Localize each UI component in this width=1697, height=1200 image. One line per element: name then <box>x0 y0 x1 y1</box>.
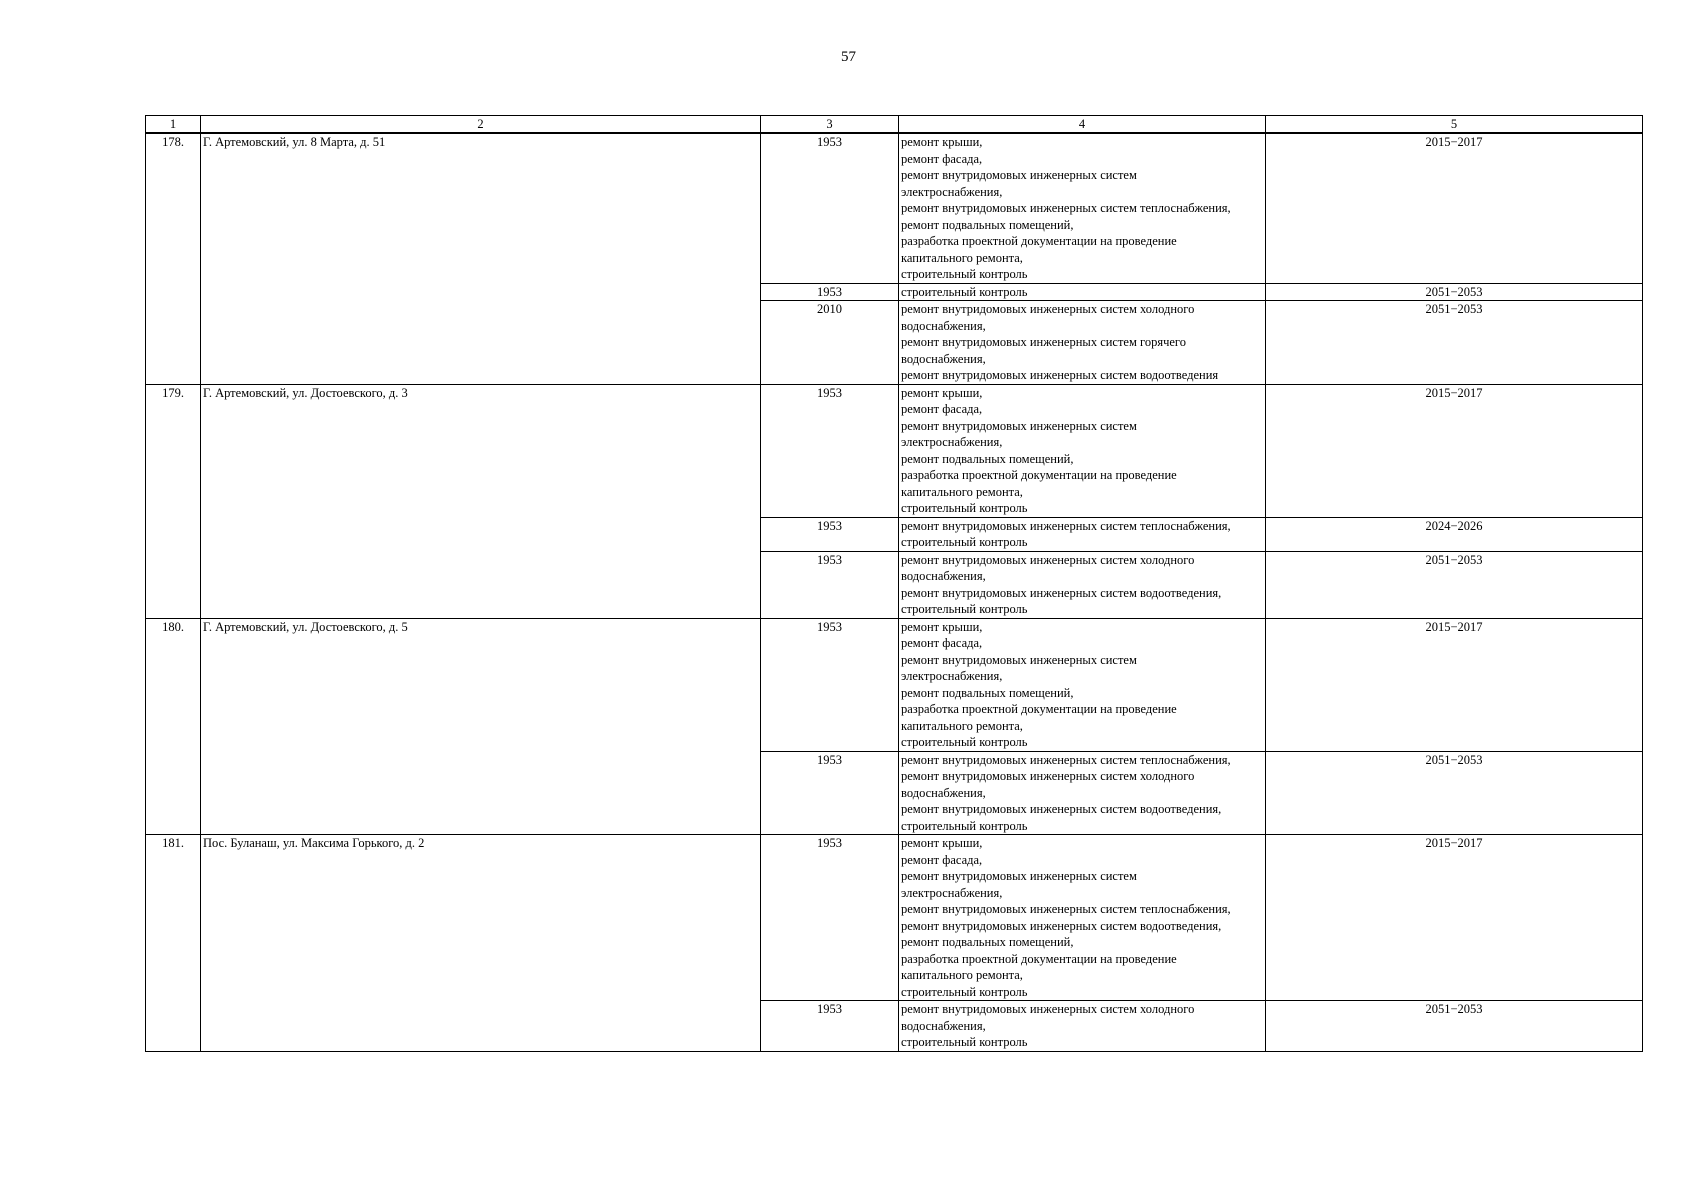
work-item: ремонт крыши, <box>901 135 983 149</box>
works-cell <box>899 751 1266 835</box>
period-cell: 2051−2053 <box>1266 283 1643 301</box>
work-item: ремонт фасада, <box>901 852 983 867</box>
work-item: строительный контроль <box>901 501 1028 515</box>
column-header-2: 2 <box>201 116 761 134</box>
work-item: ремонт фасада, <box>901 402 983 416</box>
work-item: ремонт внутридомовых инженерных систем водоотведения <box>901 368 1219 382</box>
period-cell: 2015−2017 <box>1266 384 1643 517</box>
work-item: строительный контроль <box>901 984 1028 999</box>
work-item: капитального ремонта, <box>901 484 1023 499</box>
work-item: ремонт подвальных помещений, <box>901 451 1074 466</box>
work-item: ремонт внутридомовых инженерных систем теплоснабжения, <box>901 902 1231 916</box>
building-number: 179. <box>146 384 201 618</box>
works-cell <box>899 384 1266 517</box>
work-item: водоснабжения, <box>901 785 986 800</box>
work-item: ремонт крыши, <box>901 385 983 400</box>
works-cell <box>899 551 1266 618</box>
works-cell <box>899 301 1266 385</box>
work-item: строительный контроль <box>901 1035 1028 1049</box>
work-item: разработка проектной документации на проведение <box>901 951 1177 966</box>
period-cell: 2015−2017 <box>1266 133 1643 283</box>
period-cell: 2015−2017 <box>1266 618 1643 751</box>
work-item: ремонт внутридомовых инженерных систем холодного <box>901 302 1195 316</box>
work-item: строительный контроль <box>901 602 1028 616</box>
works-cell <box>899 133 1266 283</box>
work-item: ремонт внутридомовых инженерных систем водоотведения, <box>901 802 1222 816</box>
work-item: строительный контроль <box>901 284 1028 299</box>
work-item: водоснабжения, <box>901 351 986 366</box>
work-item: ремонт внутридомовых инженерных систем холодного <box>901 769 1195 783</box>
work-item: ремонт внутридомовых инженерных систем холодного <box>901 552 1195 567</box>
works-cell <box>899 283 1266 301</box>
work-item: капитального ремонта, <box>901 968 1023 982</box>
work-item: разработка проектной документации на проведение <box>901 702 1177 716</box>
building-number: 180. <box>146 618 201 835</box>
year-cell: 1953 <box>761 1001 899 1052</box>
building-address: Г. Артемовский, ул. 8 Марта, д. 51 <box>201 133 761 384</box>
work-item: капитального ремонта, <box>901 250 1023 265</box>
table-header <box>146 116 1643 134</box>
work-item: водоснабжения, <box>901 1018 986 1033</box>
year-cell: 1953 <box>761 384 899 517</box>
works-cell <box>899 835 1266 1001</box>
table-row <box>146 133 1643 283</box>
page-number: 57 <box>841 49 856 65</box>
work-item: ремонт фасада, <box>901 636 983 650</box>
table-body <box>146 133 1643 1051</box>
work-item: разработка проектной документации на проведение <box>901 234 1177 248</box>
work-item: ремонт подвальных помещений, <box>901 685 1074 700</box>
period-cell: 2024−2026 <box>1266 517 1643 551</box>
work-item: ремонт подвальных помещений, <box>901 935 1074 949</box>
work-item: водоснабжения, <box>901 318 986 333</box>
work-item: строительный контроль <box>901 818 1028 833</box>
work-item: строительный контроль <box>901 735 1028 749</box>
building-address: Г. Артемовский, ул. Достоевского, д. 3 <box>201 384 761 618</box>
work-item: ремонт крыши, <box>901 836 983 850</box>
year-cell: 1953 <box>761 517 899 551</box>
work-item: ремонт внутридомовых инженерных систем холодного <box>901 1002 1195 1016</box>
period-cell: 2015−2017 <box>1266 835 1643 1001</box>
period-cell: 2051−2053 <box>1266 551 1643 618</box>
year-cell: 1953 <box>761 751 899 835</box>
building-address: Пос. Буланаш, ул. Максима Горького, д. 2 <box>201 835 761 1052</box>
repair-schedule-table <box>145 115 1643 1052</box>
work-item: ремонт внутридомовых инженерных систем водоотведения, <box>901 918 1222 933</box>
work-item: электроснабжения, <box>901 184 1003 199</box>
year-cell: 1953 <box>761 551 899 618</box>
work-item: ремонт внутридомовых инженерных систем водоотведения, <box>901 585 1222 600</box>
work-item: ремонт фасада, <box>901 151 983 166</box>
column-header-3: 3 <box>761 116 899 134</box>
work-item: водоснабжения, <box>901 569 986 583</box>
work-item: ремонт внутридомовых инженерных систем <box>901 168 1137 182</box>
work-item: ремонт внутридомовых инженерных систем горячего <box>901 335 1186 349</box>
work-item: электроснабжения, <box>901 885 1003 900</box>
year-cell: 1953 <box>761 835 899 1001</box>
period-cell: 2051−2053 <box>1266 301 1643 385</box>
work-item: строительный контроль <box>901 535 1028 549</box>
year-cell: 1953 <box>761 618 899 751</box>
work-item: ремонт внутридомовых инженерных систем <box>901 869 1137 883</box>
works-cell <box>899 1001 1266 1052</box>
table-row <box>146 384 1643 517</box>
work-item: ремонт внутридомовых инженерных систем теплоснабжения, <box>901 752 1231 767</box>
table-row <box>146 618 1643 751</box>
work-item: капитального ремонта, <box>901 718 1023 733</box>
year-cell: 1953 <box>761 133 899 283</box>
column-header-4: 4 <box>899 116 1266 134</box>
work-item: ремонт внутридомовых инженерных систем теплоснабжения, <box>901 518 1231 533</box>
period-cell: 2051−2053 <box>1266 751 1643 835</box>
table-row <box>146 835 1643 1001</box>
work-item: ремонт внутридомовых инженерных систем теплоснабжения, <box>901 201 1231 215</box>
work-item: ремонт внутридомовых инженерных систем <box>901 418 1137 433</box>
work-item: строительный контроль <box>901 267 1028 281</box>
work-item: электроснабжения, <box>901 435 1003 449</box>
column-header-1: 1 <box>146 116 201 134</box>
building-number: 178. <box>146 133 201 384</box>
works-cell <box>899 618 1266 751</box>
header-row <box>146 116 1643 134</box>
building-address: Г. Артемовский, ул. Достоевского, д. 5 <box>201 618 761 835</box>
work-item: электроснабжения, <box>901 669 1003 683</box>
year-cell: 2010 <box>761 301 899 385</box>
works-cell <box>899 517 1266 551</box>
work-item: разработка проектной документации на проведение <box>901 468 1177 482</box>
period-cell: 2051−2053 <box>1266 1001 1643 1052</box>
building-number: 181. <box>146 835 201 1052</box>
work-item: ремонт подвальных помещений, <box>901 217 1074 232</box>
work-item: ремонт внутридомовых инженерных систем <box>901 652 1137 667</box>
year-cell: 1953 <box>761 283 899 301</box>
column-header-5: 5 <box>1266 116 1643 134</box>
work-item: ремонт крыши, <box>901 619 983 634</box>
